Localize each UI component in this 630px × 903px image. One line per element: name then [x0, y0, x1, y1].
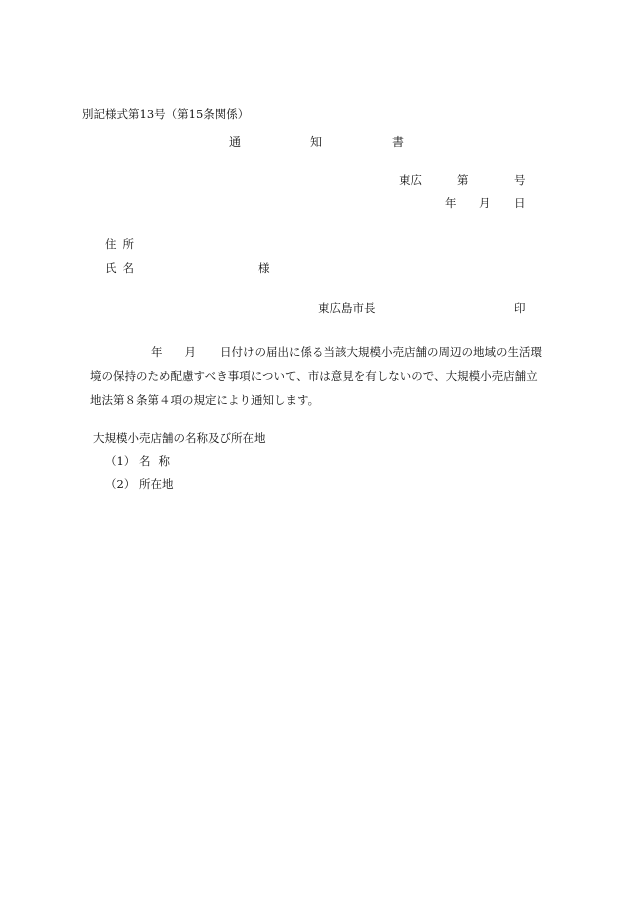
form-heading: 別記様式第13号（第15条関係）	[82, 107, 250, 121]
section-item-name	[105, 453, 178, 469]
body-line-1-text: 日付けの届出に係る当該大規模小売店舗の周辺の地域の生活環	[220, 345, 542, 359]
date-month-label: 月	[479, 196, 491, 210]
section-title: 大規模小売店舗の名称及び所在地	[93, 431, 266, 445]
item-number: （1）	[105, 454, 136, 468]
issuer-name: 東広島市長	[318, 301, 376, 315]
seal-mark: 印	[514, 301, 526, 315]
recipient-name-label: 氏名	[105, 261, 140, 275]
doc-number-go: 号	[514, 173, 526, 187]
doc-number-prefix: 東広	[399, 173, 422, 187]
title-char-3: 書	[392, 135, 405, 149]
recipient-honorific: 様	[258, 261, 270, 275]
item-label: 所在地	[139, 477, 174, 491]
doc-number-dai: 第	[457, 173, 469, 187]
body-line-2: 境の保持のため配慮すべき事項について、市は意見を有しないので、大規模小売店舗立	[90, 369, 538, 383]
recipient-address-label: 住所	[105, 237, 140, 251]
body-month: 月	[184, 345, 196, 359]
body-line-3: 地法第８条第４項の規定により通知します。	[90, 393, 320, 407]
item-label: 名称	[139, 454, 178, 468]
title-char-2: 知	[310, 135, 323, 149]
body-line-1	[90, 340, 542, 364]
section-item-location	[105, 476, 174, 492]
notice-body	[90, 340, 542, 412]
item-number: （2）	[105, 477, 136, 491]
title-char-1: 通	[229, 135, 242, 149]
date-day-label: 日	[514, 196, 526, 210]
date-year-label: 年	[445, 196, 457, 210]
body-year: 年	[151, 345, 163, 359]
